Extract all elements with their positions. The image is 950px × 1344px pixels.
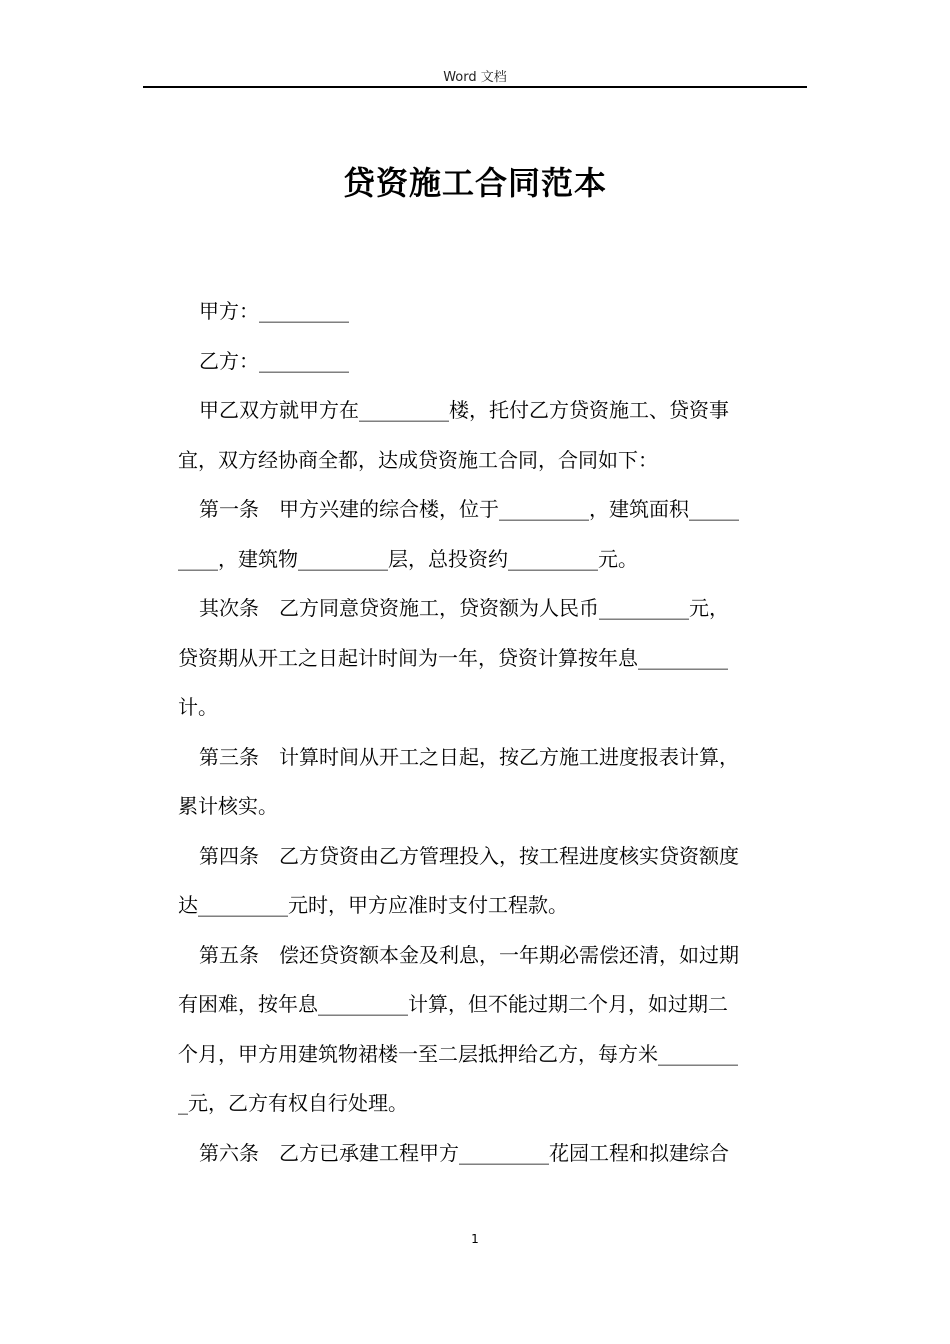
body-line: 其次条 乙方同意贷资施工，贷资额为人民币_________元， xyxy=(199,596,729,620)
body-line: 计。 xyxy=(178,695,218,719)
body-line: 乙方：_________ xyxy=(199,348,349,373)
body-line: 累计核实。 xyxy=(178,794,278,818)
body-line: 个月，甲方用建筑物裙楼一至二层抵押给乙方，每方米________ xyxy=(178,1041,738,1066)
body-line: 达_________元时，甲方应准时支付工程款。 xyxy=(178,893,568,917)
document-body xyxy=(178,287,804,1178)
header-divider xyxy=(143,86,807,88)
body-line: 第四条 乙方贷资由乙方管理投入，按工程进度核实贷资额度 xyxy=(199,843,739,868)
body-line: 贷资期从开工之日起计时间为一年，贷资计算按年息_________ xyxy=(178,645,728,670)
body-line: ____，建筑物_________层，总投资约_________元。 xyxy=(178,546,638,571)
body-line: 宜，双方经协商全都，达成贷资施工合同，合同如下： xyxy=(178,447,658,472)
document-title: 贷资施工合同范本 xyxy=(342,164,607,202)
body-line: 甲方：_________ xyxy=(199,299,349,323)
body-line: 有困难，按年息_________计算，但不能过期二个月，如过期二 xyxy=(178,992,728,1016)
page-header: Word 文档 xyxy=(443,70,507,85)
body-line: 第一条 甲方兴建的综合楼，位于_________，建筑面积_____ xyxy=(199,497,739,521)
body-line: 第六条 乙方已承建工程甲方_________花园工程和拟建综合 xyxy=(199,1140,729,1165)
page-number: 1 xyxy=(471,1232,479,1246)
body-line: 第五条 偿还贷资额本金及利息，一年期必需偿还清，如过期 xyxy=(199,942,739,967)
body-line: _元，乙方有权自行处理。 xyxy=(178,1091,408,1115)
body-line: 第三条 计算时间从开工之日起，按乙方施工进度报表计算， xyxy=(199,744,739,769)
body-line: 甲乙双方就甲方在_________楼，托付乙方贷资施工、贷资事 xyxy=(199,398,729,422)
